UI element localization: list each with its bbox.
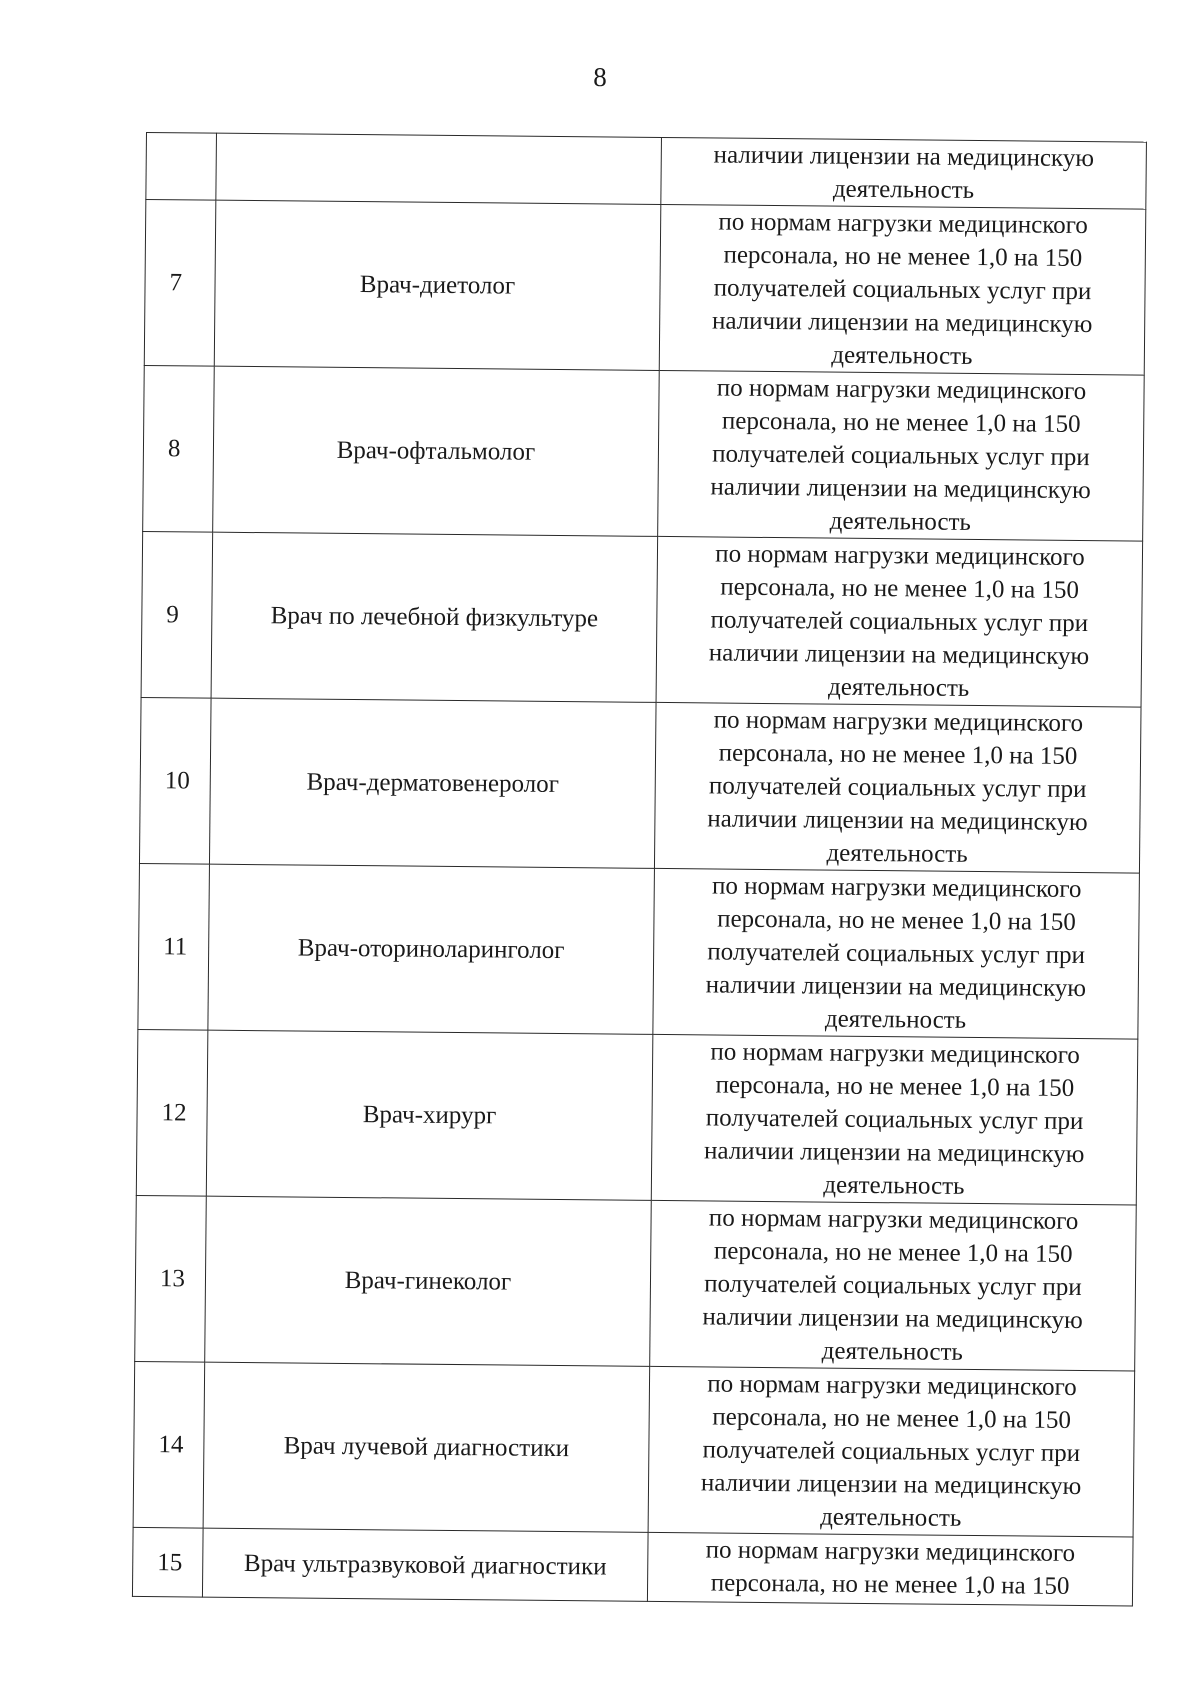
staffing-norm: по нормам нагрузки медицинского персонала, но не менее 1,0 на 150 получателей социальных услуг при наличии лицензии на медицинскую деятельность xyxy=(658,370,1145,541)
table-row xyxy=(139,697,1141,873)
position-name: Врач-оториноларинголог xyxy=(208,864,655,1034)
staffing-norm: наличии лицензии на медицинскую деятельность xyxy=(661,137,1147,209)
page-number: 8 xyxy=(593,62,607,92)
row-number xyxy=(146,133,217,201)
staffing-norm: по нормам нагрузки медицинского персонала, но не менее 1,0 на 150 получателей социальных услуг при наличии лицензии на медицинскую деятельность xyxy=(654,702,1141,873)
row-number: 8 xyxy=(143,365,215,532)
staffing-norm: по нормам нагрузки медицинского персонала, но не менее 1,0 на 150 получателей социальных услуг при наличии лицензии на медицинскую деятельность xyxy=(653,868,1140,1039)
position-name: Врач-хирург xyxy=(206,1030,653,1200)
staffing-norm: по нормам нагрузки медицинского персонала, но не менее 1,0 на 150 получателей социальных услуг при наличии лицензии на медицинскую деятельность xyxy=(651,1034,1138,1205)
row-number: 12 xyxy=(136,1029,208,1196)
row-number: 11 xyxy=(138,863,210,1030)
row-number: 13 xyxy=(135,1195,207,1362)
table-row xyxy=(133,1361,1135,1537)
position-name: Врач лучевой диагностики xyxy=(203,1362,650,1532)
row-number: 10 xyxy=(139,697,211,864)
row-number: 7 xyxy=(144,200,216,367)
position-name: Врач-диетолог xyxy=(214,200,661,370)
position-name: Врач ультразвуковой диагностики xyxy=(202,1528,648,1601)
staffing-norm: по нормам нагрузки медицинского персонала, но не менее 1,0 на 150 получателей социальных услуг при наличии лицензии на медицинскую деятельность xyxy=(650,1200,1137,1371)
staffing-norm: по нормам нагрузки медицинского персонала, но не менее 1,0 на 150 получателей социальных услуг при наличии лицензии на медицинскую деятельность xyxy=(648,1366,1135,1537)
staffing-norm: по нормам нагрузки медицинского персонала, но не менее 1,0 на 150 получателей социальных услуг при наличии лицензии на медицинскую деятельность xyxy=(659,204,1146,375)
position-name xyxy=(216,133,662,204)
table-row xyxy=(141,531,1143,707)
table-row xyxy=(136,1029,1138,1205)
position-name: Врач-гинеколог xyxy=(205,1196,652,1366)
row-number: 15 xyxy=(132,1527,203,1597)
row-number: 14 xyxy=(133,1361,205,1528)
row-number: 9 xyxy=(141,531,213,698)
position-name: Врач по лечебной физкультуре xyxy=(211,532,658,702)
table-row xyxy=(135,1195,1137,1371)
staffing-table xyxy=(132,132,1147,1607)
table-row xyxy=(138,863,1140,1039)
staffing-norm: по нормам нагрузки медицинского персонала, но не менее 1,0 на 150 получателей социальных услуг при наличии лицензии на медицинскую деятельность xyxy=(656,536,1143,707)
staffing-norm: по нормам нагрузки медицинского персонала, но не менее 1,0 на 150 xyxy=(647,1532,1133,1606)
position-name: Врач-офтальмолог xyxy=(213,366,660,536)
table-row xyxy=(143,365,1145,541)
table-row xyxy=(132,1527,1133,1606)
table-row xyxy=(146,133,1147,210)
table-row xyxy=(144,200,1146,376)
position-name: Врач-дерматовенеролог xyxy=(209,698,656,868)
